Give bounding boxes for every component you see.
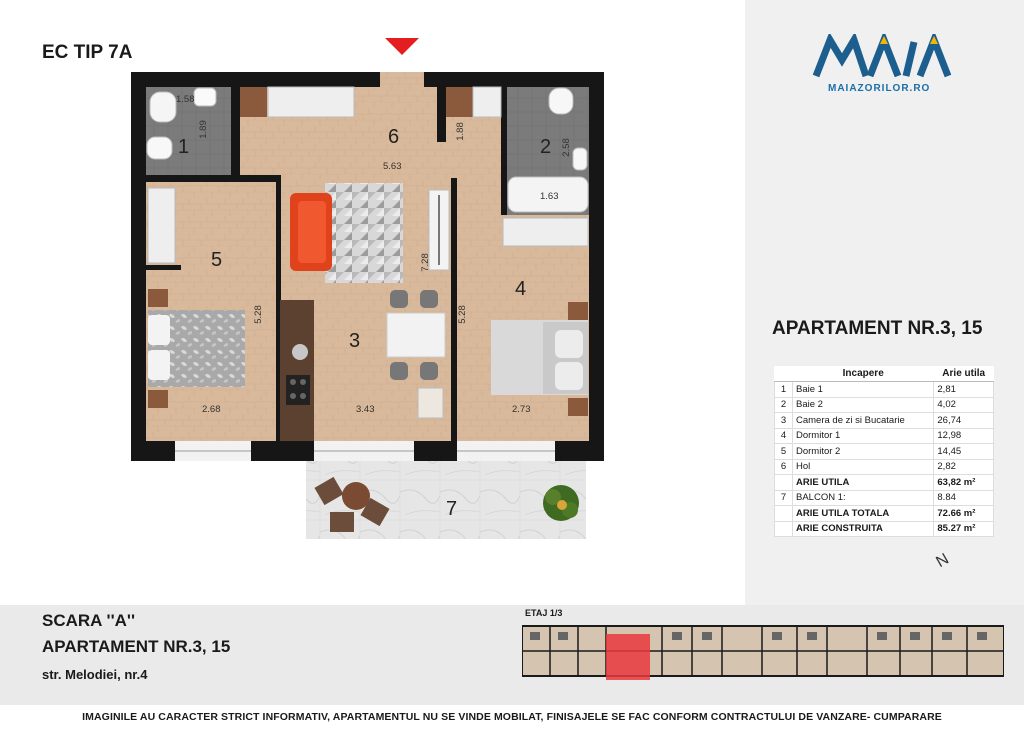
row-area-value: 63,82 m²: [934, 475, 994, 491]
table-header-index: [775, 366, 793, 382]
room-number-1: 1: [178, 136, 190, 158]
dim-hol-height: 1.88: [454, 122, 466, 141]
dim-living-width: 3.43: [356, 404, 375, 415]
row-index: 5: [775, 444, 793, 460]
table-header-room: Incapere: [793, 366, 934, 382]
row-index: 1: [775, 382, 793, 398]
room-number-5: 5: [211, 249, 223, 271]
row-area-value: 2,81: [934, 382, 994, 398]
dim-baie1-width: 1.58: [176, 94, 195, 105]
dim-dorm1-width: 2.73: [512, 404, 531, 415]
row-index: 3: [775, 413, 793, 429]
apartment-label: APARTAMENT NR.3, 15: [42, 637, 231, 656]
dim-living-height: 7.28: [419, 253, 431, 272]
row-index: 2: [775, 397, 793, 413]
dim-baie2-height: 2.58: [560, 138, 572, 157]
row-index: [775, 506, 793, 522]
room-number-2: 2: [540, 136, 552, 158]
dim-dorm2-height: 5.28: [252, 305, 264, 324]
table-row: [775, 382, 994, 398]
area-table: [774, 366, 994, 537]
disclaimer-footer: IMAGINILE AU CARACTER STRICT INFORMATIV, APARTAMENTUL NU SE VINDE MOBILAT, FINISAJELE SE FAC CONFORM CONTRACTULUI DE VANZARE- CUMPARARE: [0, 705, 1024, 730]
table-row: [775, 521, 994, 537]
row-index: 7: [775, 490, 793, 506]
apartment-heading: APARTAMENT NR.3, 15: [772, 318, 983, 339]
plan-type-title: EC TIP 7A: [42, 42, 133, 63]
row-area-value: 2,82: [934, 459, 994, 475]
row-area-value: 8.84: [934, 490, 994, 506]
logo-subtitle: MAIAZORILOR.RO: [828, 83, 931, 94]
maia-logo: [812, 34, 962, 79]
stair-label: SCARA ''A'': [42, 611, 135, 630]
table-row: [775, 506, 994, 522]
row-area-value: 85.27 m²: [934, 521, 994, 537]
dim-baie2-width: 1.63: [540, 191, 559, 202]
table-row: [775, 444, 994, 460]
table-row: [775, 490, 994, 506]
row-room-name: Camera de zi si Bucatarie: [793, 413, 934, 429]
row-area-value: 72.66 m²: [934, 506, 994, 522]
room-number-4: 4: [515, 278, 527, 300]
room-number-6: 6: [388, 126, 400, 148]
row-room-name: Baie 1: [793, 382, 934, 398]
table-row: [775, 459, 994, 475]
highlighted-apartment: [606, 634, 650, 680]
row-room-name: Hol: [793, 459, 934, 475]
table-row: [775, 428, 994, 444]
room-number-3: 3: [349, 330, 361, 352]
row-room-name: ARIE CONSTRUITA: [793, 521, 934, 537]
row-index: [775, 475, 793, 491]
row-room-name: BALCON 1:: [793, 490, 934, 506]
row-area-value: 14,45: [934, 444, 994, 460]
dim-hol-width: 5.63: [383, 161, 402, 172]
north-arrow-icon: N: [933, 550, 952, 572]
table-header-area: Arie utila: [934, 366, 994, 382]
table-row: [775, 475, 994, 491]
row-area-value: 26,74: [934, 413, 994, 429]
building-key-plan: [522, 622, 1004, 680]
table-row: [775, 397, 994, 413]
row-room-name: ARIE UTILA TOTALA: [793, 506, 934, 522]
floor-label: ETAJ 1/3: [525, 608, 563, 618]
dim-dorm2-width: 2.68: [202, 404, 221, 415]
row-index: 6: [775, 459, 793, 475]
row-area-value: 12,98: [934, 428, 994, 444]
row-room-name: Dormitor 2: [793, 444, 934, 460]
row-room-name: Baie 2: [793, 397, 934, 413]
row-index: 4: [775, 428, 793, 444]
row-room-name: ARIE UTILA: [793, 475, 934, 491]
row-room-name: Dormitor 1: [793, 428, 934, 444]
dim-baie1-height: 1.89: [197, 120, 209, 139]
row-index: [775, 521, 793, 537]
dim-dorm1-height: 5.28: [456, 305, 468, 324]
table-row: [775, 413, 994, 429]
room-number-7: 7: [446, 498, 458, 520]
row-area-value: 4,02: [934, 397, 994, 413]
street-address: str. Melodiei, nr.4: [42, 667, 148, 682]
